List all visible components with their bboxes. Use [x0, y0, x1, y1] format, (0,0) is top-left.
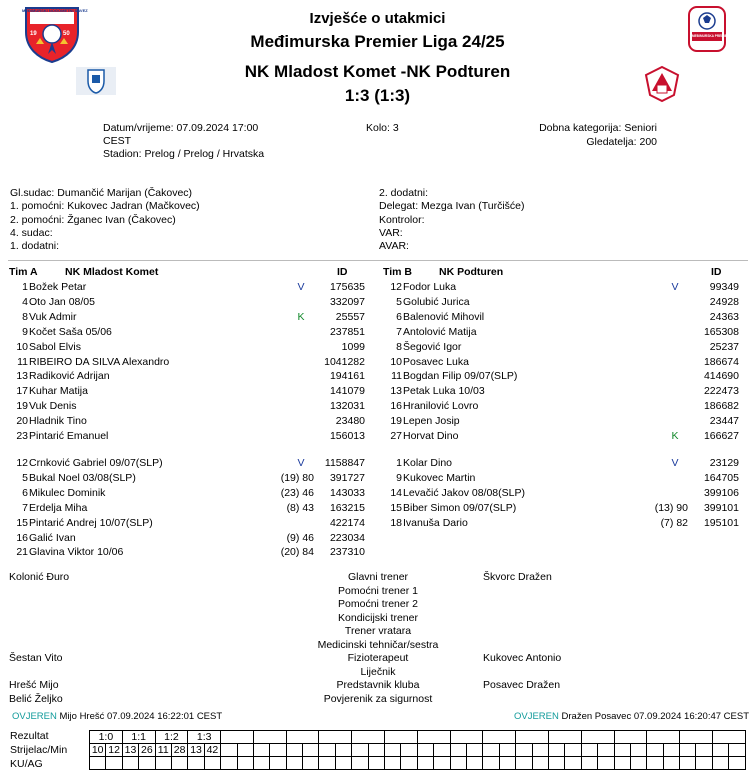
player-number: 1 [22, 281, 28, 293]
score-cell [319, 731, 352, 744]
player-name: Crnković Gabriel 09/07(SLP) [29, 457, 163, 469]
kuag-cell [516, 757, 532, 770]
kuag-cell [696, 757, 712, 770]
player-name: Oto Jan 08/05 [29, 295, 95, 308]
player-number: 17 [16, 385, 28, 398]
goal-minute-cell [434, 744, 450, 757]
staff-role: Pomoćni trener 1 [338, 584, 418, 597]
scorer-number-cell [548, 744, 564, 757]
player-number: 6 [22, 486, 28, 499]
player-id: 237851 [329, 325, 365, 338]
score-cell [581, 731, 614, 744]
report-title: Izvješće o utakmici [309, 10, 446, 27]
score-cell [647, 731, 680, 744]
match-stadium: Stadion: Prelog / Prelog / Hrvatska [103, 148, 265, 160]
player-number: 4 [22, 295, 28, 308]
player-number: 19 [16, 400, 28, 413]
goal-minute-cell [335, 744, 351, 757]
goal-minute-cell [696, 744, 712, 757]
player-number: 23 [16, 430, 28, 442]
away-verified-text: Dražen Posavec 07.09.2024 16:20:47 CEST [561, 711, 749, 722]
substitution-info: (20) 84 [280, 546, 314, 559]
official-left-1: 1. pomoćni: Kukovec Jadran (Mačkovec) [10, 200, 200, 213]
goal-minute-cell [663, 744, 679, 757]
official-left-4: 1. dodatni: [10, 240, 60, 253]
player-name: Posavec Luka [403, 355, 469, 368]
player-id: 24363 [709, 310, 739, 323]
kuag-cell [106, 757, 122, 770]
player-id: 25237 [709, 340, 739, 353]
captain-mark: K [671, 430, 679, 442]
player-id: 25557 [335, 310, 365, 323]
substitution-info: (19) 80 [280, 471, 314, 484]
staff-role: Glavni trener [347, 571, 409, 583]
spectators: Gledatelja: 200 [586, 136, 657, 148]
player-name: Horvat Dino [403, 430, 459, 442]
player-name: Vuk Denis [29, 400, 77, 413]
player-name: Sabol Elvis [29, 340, 81, 353]
player-number: 6 [396, 310, 402, 323]
team-b-name: NK Podturen [439, 266, 504, 278]
official-right-4: AVAR: [379, 240, 409, 253]
official-right-3: VAR: [379, 226, 403, 239]
player-number: 5 [396, 295, 402, 308]
home-staff-member: Kolonić Đuro [9, 571, 70, 583]
player-id: 399106 [703, 486, 739, 499]
score-cell: 1:1 [122, 731, 155, 744]
match-score: 1:3 (1:3) [344, 86, 411, 105]
scorer-number-cell [712, 744, 728, 757]
score-cell [548, 731, 581, 744]
goal-minute-cell [565, 744, 581, 757]
home-staff-member: Šestan Vito [9, 652, 63, 664]
official-left-2: 2. pomoćni: Žganec Ivan (Čakovec) [10, 213, 176, 226]
scorer-number-cell: 13 [122, 744, 138, 757]
score-cell [352, 731, 385, 744]
home-verification [12, 711, 222, 722]
goal-minute-cell [303, 744, 319, 757]
player-number: 10 [390, 355, 402, 368]
player-id: 24928 [709, 295, 739, 308]
official-right-2: Kontrolor: [379, 213, 425, 226]
player-id: 237310 [329, 546, 365, 559]
official-left-3: 4. sudac: [10, 226, 53, 239]
kuag-cell [155, 757, 171, 770]
player-name: Biber Simon 09/07(SLP) [403, 501, 517, 514]
player-id: 143033 [329, 486, 365, 499]
player-name: Fodor Luka [403, 281, 457, 293]
away-staff-member: Kukovec Antonio [483, 652, 562, 664]
staff-role: Liječnik [360, 665, 396, 678]
kuag-cell [483, 757, 499, 770]
staff-role: Predstavnik kluba [336, 679, 420, 691]
player-name: Mikulec Dominik [29, 486, 106, 499]
official-left-0: Gl.sudac: Dumančić Marijan (Čakovec) [10, 187, 193, 199]
player-name: Vuk Admir [29, 310, 77, 323]
kuag-cell [368, 757, 384, 770]
substitution-info: (23) 46 [280, 486, 314, 499]
player-number: 19 [390, 415, 402, 428]
player-id: 175635 [329, 281, 365, 293]
kuag-cell [303, 757, 319, 770]
kuag-cell [90, 757, 106, 770]
player-name: Petak Luka 10/03 [403, 385, 485, 398]
player-name: Hranilović Lovro [403, 400, 479, 413]
team-separator: - [400, 62, 407, 81]
player-number: 13 [390, 385, 402, 398]
player-name: Balenović Mihovil [403, 310, 485, 323]
player-id: 194161 [329, 370, 365, 383]
kuag-cell [663, 757, 679, 770]
score-cell [516, 731, 549, 744]
score-cell: 1:2 [155, 731, 188, 744]
player-number: 8 [22, 310, 28, 323]
player-name: Bogdan Filip 09/07(SLP) [403, 370, 518, 383]
player-id: 195101 [703, 516, 739, 529]
player-number: 21 [16, 546, 28, 559]
substitution-info: (9) 46 [286, 531, 314, 544]
goal-minute-cell: 42 [204, 744, 220, 757]
goal-minute-cell [237, 744, 253, 757]
kuag-cell [647, 757, 663, 770]
goal-minute-cell [270, 744, 286, 757]
goalkeeper-mark: V [671, 457, 679, 469]
staff-role: Fizioterapeut [347, 652, 409, 664]
player-id: 1099 [341, 340, 365, 353]
player-name: Kočet Saša 05/06 [29, 325, 112, 338]
player-name: Pintarić Andrej 10/07(SLP) [29, 516, 153, 529]
kuag-cell [385, 757, 401, 770]
score-cell: 1:0 [90, 731, 123, 744]
goal-minute-cell: 12 [106, 744, 122, 757]
player-id: 166627 [703, 430, 739, 442]
match-timezone: CEST [103, 135, 132, 147]
kuag-cell [237, 757, 253, 770]
goal-minute-cell [401, 744, 417, 757]
player-id: 222473 [703, 385, 739, 398]
player-number: 27 [390, 430, 402, 442]
player-id: 1158847 [324, 457, 365, 469]
scorer-number-cell: 10 [90, 744, 106, 757]
scorer-number-cell [483, 744, 499, 757]
player-name: Erdelja Miha [29, 501, 88, 514]
player-number: 12 [16, 457, 28, 469]
player-name: Lepen Josip [403, 415, 460, 428]
staff-role: Kondicijski trener [338, 611, 418, 624]
federation-logo-year-right: 50 [63, 31, 70, 37]
federation-logo-year-left: 19 [30, 31, 37, 37]
player-name: Kolar Dino [403, 457, 453, 469]
player-id: 23480 [335, 415, 365, 428]
player-name: Glavina Viktor 10/06 [29, 546, 124, 559]
goalkeeper-mark: V [297, 281, 305, 293]
player-name: Kuhar Matija [29, 385, 88, 398]
goal-minute-cell [368, 744, 384, 757]
goal-minute-cell [466, 744, 482, 757]
away-verification [514, 711, 749, 722]
kuag-cell [270, 757, 286, 770]
official-right-0: 2. dodatni: [379, 187, 429, 199]
kuag-cell [335, 757, 351, 770]
staff-role: Pomoćni trener 2 [338, 598, 418, 610]
player-name: Levačić Jakov 08/08(SLP) [403, 486, 525, 499]
scorer-number-cell [450, 744, 466, 757]
kuag-cell [466, 757, 482, 770]
home-verified-label: OVJEREN [12, 711, 57, 722]
league-logo-text: MEĐIMURSKA PREMIER [692, 34, 730, 38]
home-staff-member: Belić Željko [9, 692, 63, 705]
player-name: Galić Ivan [29, 531, 76, 544]
player-id: 186682 [703, 400, 739, 413]
kuag-cell [139, 757, 155, 770]
substitution-info: (8) 43 [286, 501, 314, 514]
league-title: Međimurska Premier Liga 24/25 [250, 32, 505, 51]
score-cell [253, 731, 286, 744]
kuag-cell [581, 757, 597, 770]
player-number: 11 [391, 370, 402, 383]
player-id: 391727 [329, 471, 365, 484]
home-verified-text: Mijo Hrešć 07.09.2024 16:22:01 CEST [59, 711, 223, 722]
score-row [90, 731, 746, 744]
player-number: 11 [17, 355, 28, 368]
player-name: RIBEIRO DA SILVA Alexandro [29, 355, 170, 368]
kuag-cell [417, 757, 433, 770]
captain-mark: K [297, 310, 305, 323]
age-category: Dobna kategorija: Seniori [539, 122, 657, 134]
scorer-number-cell [221, 744, 237, 757]
kuag-cell [680, 757, 696, 770]
substitution-info: (7) 82 [660, 516, 688, 529]
scorer-number-cell [614, 744, 630, 757]
score-cell [385, 731, 418, 744]
official-right-1: Delegat: Mezga Ivan (Turčišće) [379, 200, 525, 213]
kuag-cell [204, 757, 220, 770]
kuag-cell [499, 757, 515, 770]
match-round: Kolo: 3 [366, 122, 399, 134]
kuag-cell [532, 757, 548, 770]
scorer-row [90, 744, 746, 757]
results-grid [89, 730, 746, 770]
kuag-cell [548, 757, 564, 770]
player-name: Antolović Matija [403, 325, 477, 338]
score-cell [712, 731, 745, 744]
row-label-kuag: KU/AG [10, 758, 43, 770]
player-id: 99349 [709, 281, 739, 293]
player-id: 164705 [703, 471, 739, 484]
player-number: 20 [16, 415, 28, 428]
scorer-number-cell: 11 [155, 744, 171, 757]
staff-role: Trener vratara [344, 625, 412, 637]
kuag-cell [614, 757, 630, 770]
kuag-cell [729, 757, 746, 770]
kuag-cell [188, 757, 204, 770]
kuag-cell [434, 757, 450, 770]
player-id: 132031 [329, 400, 365, 413]
player-name: Golubić Jurica [403, 295, 470, 308]
home-team-name: NK Mladost Komet [244, 62, 396, 81]
score-cell [614, 731, 647, 744]
player-number: 15 [390, 501, 402, 514]
row-label-result: Rezultat [10, 730, 49, 742]
player-id: 156013 [329, 430, 365, 442]
score-cell [680, 731, 713, 744]
score-cell [221, 731, 254, 744]
player-id: 1041282 [324, 355, 365, 368]
team-a-name: NK Mladost Komet [65, 266, 159, 278]
player-id: 186674 [703, 355, 739, 368]
team-a-id-header: ID [337, 266, 348, 278]
player-name: Šegović Igor [403, 340, 462, 353]
player-number: 18 [390, 516, 402, 529]
kuag-cell [122, 757, 138, 770]
scorer-number-cell [647, 744, 663, 757]
player-id: 141079 [329, 385, 365, 398]
goal-minute-cell [499, 744, 515, 757]
kuag-cell [712, 757, 728, 770]
scorer-number-cell [319, 744, 335, 757]
player-number: 7 [396, 325, 402, 338]
scorer-number-cell [516, 744, 532, 757]
kuag-cell [565, 757, 581, 770]
kuag-cell [450, 757, 466, 770]
team-b-id-header: ID [711, 266, 722, 278]
player-number: 1 [396, 457, 402, 469]
divider [8, 260, 748, 261]
player-name: Bukal Noel 03/08(SLP) [29, 471, 136, 484]
team-a-label: Tim A [9, 266, 38, 278]
kuag-row [90, 757, 746, 770]
goal-minute-cell: 26 [139, 744, 155, 757]
team-b-label: Tim B [383, 266, 412, 278]
score-cell [286, 731, 319, 744]
goal-minute-cell: 28 [171, 744, 187, 757]
player-name: Radiković Adrijan [29, 370, 110, 383]
goal-minute-cell [532, 744, 548, 757]
kuag-cell [171, 757, 187, 770]
player-name: Ivanuša Dario [403, 516, 468, 529]
player-number: 7 [22, 501, 28, 514]
goal-minute-cell [598, 744, 614, 757]
kuag-cell [221, 757, 237, 770]
player-number: 12 [390, 281, 402, 293]
scorer-number-cell [385, 744, 401, 757]
score-cell [483, 731, 516, 744]
score-cell: 1:3 [188, 731, 221, 744]
home-staff-member: Hrešć Mijo [9, 679, 59, 691]
player-name: Božek Petar [29, 281, 87, 293]
player-name: Kukovec Martin [403, 471, 476, 484]
player-number: 15 [16, 516, 28, 529]
player-number: 9 [22, 325, 28, 338]
goalkeeper-mark: V [297, 457, 305, 469]
player-id: 223034 [329, 531, 365, 544]
federation-logo-text: MEĐIMURSKI NOGOMETNI SAVEZ [22, 8, 88, 13]
away-team-name: NK Podturen [406, 62, 511, 81]
match-teams [0, 62, 755, 82]
player-number: 16 [16, 531, 28, 544]
staff-role: Povjerenik za sigurnost [323, 692, 433, 705]
player-name: Pintarić Emanuel [29, 430, 109, 442]
staff-role: Medicinski tehničar/sestra [317, 638, 439, 651]
player-id: 23129 [709, 457, 739, 469]
player-id: 422174 [329, 516, 365, 529]
player-number: 10 [16, 340, 28, 353]
player-id: 399101 [703, 501, 739, 514]
player-id: 332097 [329, 295, 365, 308]
kuag-cell [352, 757, 368, 770]
scorer-number-cell [680, 744, 696, 757]
kuag-cell [286, 757, 302, 770]
away-verified-label: OVJEREN [514, 711, 559, 722]
player-number: 16 [390, 400, 402, 413]
kuag-cell [401, 757, 417, 770]
scorer-number-cell: 13 [188, 744, 204, 757]
scorer-number-cell [253, 744, 269, 757]
scorer-number-cell [417, 744, 433, 757]
row-label-scorer: Strijelac/Min [10, 744, 68, 756]
player-number: 5 [22, 471, 28, 484]
player-number: 8 [396, 340, 402, 353]
score-cell [417, 731, 450, 744]
goal-minute-cell [630, 744, 646, 757]
player-number: 13 [16, 370, 28, 383]
player-name: Hladnik Tino [29, 415, 87, 428]
kuag-cell [253, 757, 269, 770]
player-number: 14 [390, 486, 402, 499]
player-id: 165308 [703, 325, 739, 338]
scorer-number-cell [352, 744, 368, 757]
kuag-cell [598, 757, 614, 770]
substitution-info: (13) 90 [654, 501, 688, 514]
away-staff-member: Škvorc Dražen [483, 571, 552, 583]
player-id: 23447 [709, 415, 739, 428]
kuag-cell [319, 757, 335, 770]
player-id: 163215 [329, 501, 365, 514]
match-datetime: Datum/vrijeme: 07.09.2024 17:00 [103, 122, 259, 134]
away-staff-member: Posavec Dražen [483, 679, 561, 691]
player-id: 414690 [703, 370, 739, 383]
goalkeeper-mark: V [671, 281, 679, 293]
player-number: 9 [396, 471, 402, 484]
score-cell [450, 731, 483, 744]
scorer-number-cell [581, 744, 597, 757]
goal-minute-cell [729, 744, 746, 757]
scorer-number-cell [286, 744, 302, 757]
kuag-cell [630, 757, 646, 770]
